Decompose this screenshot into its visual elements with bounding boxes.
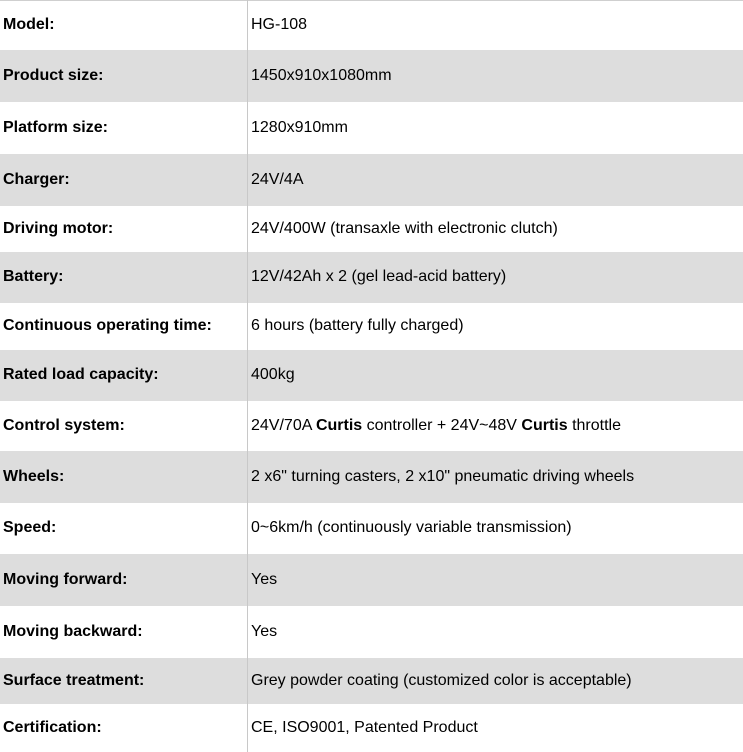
spec-value-load-capacity: 400kg <box>248 350 743 401</box>
spec-label-driving-motor: Driving motor: <box>0 206 248 252</box>
spec-label-moving-forward: Moving forward: <box>0 554 248 606</box>
spec-value-control-system <box>248 401 743 451</box>
spec-label-load-capacity: Rated load capacity: <box>0 350 248 401</box>
control-brand-1: Curtis <box>316 417 362 434</box>
spec-label-model: Model: <box>0 1 248 50</box>
spec-label-operating-time: Continuous operating time: <box>0 303 248 350</box>
control-part-3: throttle <box>568 417 621 434</box>
spec-value-platform-size: 1280x910mm <box>248 102 743 154</box>
spec-value-surface-treatment: Grey powder coating (customized color is acceptable) <box>248 658 743 704</box>
table-row <box>0 658 743 704</box>
spec-label-moving-backward: Moving backward: <box>0 606 248 658</box>
table-row <box>0 554 743 606</box>
table-row <box>0 606 743 658</box>
table-row <box>0 350 743 401</box>
table-row <box>0 102 743 154</box>
table-row <box>0 252 743 303</box>
table-row <box>0 154 743 206</box>
spec-value-moving-backward: Yes <box>248 606 743 658</box>
spec-value-wheels: 2 x6" turning casters, 2 x10" pneumatic driving wheels <box>248 451 743 503</box>
control-brand-2: Curtis <box>521 417 567 434</box>
table-row <box>0 503 743 554</box>
spec-value-battery: 12V/42Ah x 2 (gel lead-acid battery) <box>248 252 743 303</box>
table-row <box>0 704 743 752</box>
spec-label-platform-size: Platform size: <box>0 102 248 154</box>
table-row <box>0 50 743 102</box>
spec-value-certification: CE, ISO9001, Patented Product <box>248 704 743 752</box>
spec-label-speed: Speed: <box>0 503 248 554</box>
table-row <box>0 451 743 503</box>
spec-label-charger: Charger: <box>0 154 248 206</box>
control-part-2: controller + 24V~48V <box>362 417 521 434</box>
spec-label-product-size: Product size: <box>0 50 248 102</box>
spec-value-model: HG-108 <box>248 1 743 50</box>
table-row <box>0 206 743 252</box>
table-row <box>0 303 743 350</box>
spec-value-operating-time: 6 hours (battery fully charged) <box>248 303 743 350</box>
spec-value-speed: 0~6km/h (continuously variable transmission) <box>248 503 743 554</box>
table-row <box>0 401 743 451</box>
table-row <box>0 1 743 50</box>
spec-label-certification: Certification: <box>0 704 248 752</box>
spec-label-surface-treatment: Surface treatment: <box>0 658 248 704</box>
spec-label-control-system: Control system: <box>0 401 248 451</box>
spec-value-charger: 24V/4A <box>248 154 743 206</box>
spec-value-moving-forward: Yes <box>248 554 743 606</box>
spec-value-product-size: 1450x910x1080mm <box>248 50 743 102</box>
spec-value-driving-motor: 24V/400W (transaxle with electronic clutch) <box>248 206 743 252</box>
spec-label-wheels: Wheels: <box>0 451 248 503</box>
spec-label-battery: Battery: <box>0 252 248 303</box>
control-part-1: 24V/70A <box>251 417 316 434</box>
